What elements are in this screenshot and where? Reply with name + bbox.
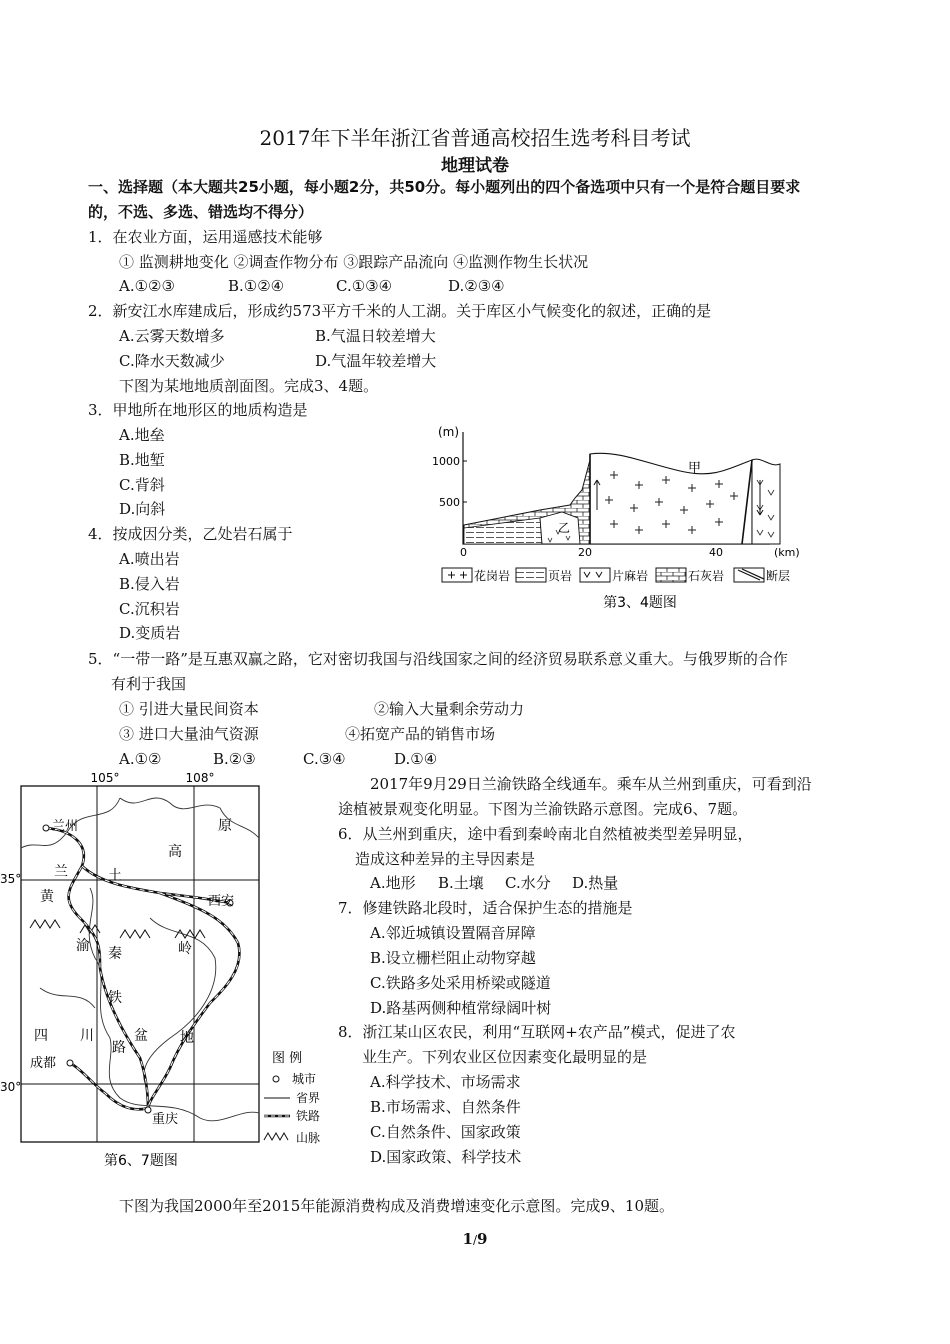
q8-option-c: C.自然条件、国家政策 [370, 1123, 521, 1141]
page-current: 1 [462, 1230, 473, 1248]
intro-q3-4: 下图为某地地质剖面图。完成3、4题。 [119, 377, 379, 395]
q4-option-b: B.侵入岩 [119, 575, 180, 593]
q1-items: ① 监测耕地变化 ②调查作物分布 ③跟踪产品流向 ④监测作物生长状况 [119, 253, 589, 271]
region-yuan: 原 [218, 818, 232, 834]
place-lanzhou: 兰州 [52, 819, 79, 834]
q5-item-2: ②输入大量剩余劳动力 [374, 700, 525, 718]
region-chuan: 川 [80, 1028, 94, 1044]
q3-option-d: D.向斜 [119, 500, 166, 518]
region-huang: 黄 [40, 889, 54, 905]
y-tick-500: 500 [439, 496, 460, 509]
lat-30: 30° [0, 1080, 22, 1094]
city-chongqing [145, 1107, 151, 1113]
q5-stem-cont: 有利于我国 [111, 675, 187, 693]
legend-shale: 页岩 [548, 569, 573, 583]
q5-option-c: C.③④ [303, 750, 346, 768]
legend-fault: 断层 [766, 569, 791, 583]
lanyu-railway-map [0, 768, 335, 1172]
q7-option-c: C.铁路多处采用桥梁或隧道 [370, 974, 551, 992]
legend-mountain: 山脉 [296, 1131, 321, 1145]
region-tu: 土 [108, 868, 122, 884]
q7-option-b: B.设立栅栏阻止动物穿越 [370, 949, 536, 967]
q6-option-c: C.水分 [505, 874, 551, 892]
x-tick-20: 20 [578, 546, 592, 559]
region-gao: 高 [168, 844, 182, 860]
page-number [0, 1230, 950, 1248]
region-yu: 渝 [76, 938, 90, 954]
legend-border: 省界 [296, 1091, 321, 1105]
geologic-section-figure [430, 420, 810, 615]
city-chengdu [67, 1060, 73, 1066]
section-heading: 一、选择题（本大题共25小题，每小题2分，共50分。每小题列出的四个备选项中只有一个是符合题目要求 [88, 178, 801, 196]
y-unit: (m) [438, 425, 460, 439]
q2-option-b: B.气温日较差增大 [315, 327, 436, 345]
map-legend [264, 1051, 320, 1145]
q2-option-c: C.降水天数减少 [119, 352, 225, 370]
lon-105: 105° [90, 771, 120, 785]
q2-option-d: D.气温年较差增大 [315, 352, 437, 370]
x-tick-40: 40 [709, 546, 723, 559]
lat-35: 35° [0, 872, 22, 886]
region-lu: 路 [112, 1040, 126, 1056]
q7-option-a: A.邻近城镇设置隔音屏障 [370, 924, 536, 942]
q7-stem: 7．修建铁路北段时，适合保护生态的措施是 [338, 899, 633, 917]
exam-subtitle: 地理试卷 [441, 156, 509, 176]
legend-gneiss: 片麻岩 [612, 569, 649, 583]
q4-option-d: D.变质岩 [119, 624, 181, 642]
q8-option-a: A.科学技术、市场需求 [370, 1073, 521, 1091]
region-ling: 岭 [178, 941, 192, 957]
region-tie: 铁 [108, 990, 122, 1006]
y-tick-1000: 1000 [432, 455, 460, 468]
intro-q6-7-cont: 途植被景观变化明显。下图为兰渝铁路示意图。完成6、7题。 [338, 800, 748, 818]
q3-option-c: C.背斜 [119, 476, 165, 494]
q5-item-1: ① 引进大量民间资本 [119, 700, 259, 718]
label-yi: 乙 [558, 521, 571, 535]
x-tick-0: 0 [460, 546, 467, 559]
q6-option-b: B.土壤 [438, 874, 484, 892]
region-di: 地 [180, 1030, 194, 1046]
legend-limestone: 石灰岩 [688, 569, 725, 583]
q4-option-a: A.喷出岩 [119, 550, 180, 568]
q6-stem-cont: 造成这种差异的主导因素是 [355, 850, 536, 868]
q3-option-a: A.地垒 [119, 426, 165, 444]
q1-stem: 1．在农业方面，运用遥感技术能够 [88, 228, 323, 246]
q5-option-a: A.①② [119, 750, 162, 768]
figure-legend [442, 568, 790, 583]
region-lan: 兰 [54, 864, 68, 880]
q7-option-d: D.路基两侧种植常绿阔叶树 [370, 999, 552, 1017]
q1-option-d: D.②③④ [448, 277, 505, 295]
section-heading-cont: 的，不选、多选、错选均不得分） [88, 203, 314, 221]
q3-option-b: B.地堑 [119, 451, 165, 469]
q2-stem: 2．新安江水库建成后，形成约573平方千米的人工湖。关于库区小气候变化的叙述，正确的是 [88, 302, 712, 320]
q5-item-3: ③ 进口大量油气资源 [119, 725, 259, 743]
region-si: 四 [34, 1028, 48, 1044]
q5-item-4: ④拓宽产品的销售市场 [345, 725, 496, 743]
exam-title: 2017年下半年浙江省普通高校招生选考科目考试 [259, 126, 691, 150]
q6-stem: 6．从兰州到重庆，途中看到秦岭南北自然植被类型差异明显， [338, 825, 753, 843]
region-qin: 秦 [108, 946, 122, 962]
q1-option-c: C.①③④ [336, 277, 393, 295]
q6-option-d: D.热量 [572, 874, 619, 892]
q4-option-c: C.沉积岩 [119, 600, 180, 618]
legend-granite: 花岗岩 [474, 569, 511, 583]
place-chengdu: 成都 [30, 1056, 57, 1071]
legend-city: 城市 [292, 1072, 317, 1086]
legend-railway: 铁路 [296, 1109, 321, 1123]
place-xian: 西安 [208, 894, 235, 909]
q8-option-b: B.市场需求、自然条件 [370, 1098, 521, 1116]
region-pen: 盆 [134, 1028, 148, 1044]
q5-option-d: D.①④ [394, 750, 438, 768]
q8-option-d: D.国家政策、科学技术 [370, 1148, 522, 1166]
q1-option-a: A.①②③ [119, 277, 175, 295]
intro-q9-10: 下图为我国2000年至2015年能源消费构成及消费增速变化示意图。完成9、10题。 [119, 1197, 674, 1215]
place-chongqing: 重庆 [152, 1112, 179, 1127]
q2-option-a: A.云雾天数增多 [119, 327, 225, 345]
q3-stem: 3．甲地所在地形区的地质构造是 [88, 401, 308, 419]
q4-stem: 4．按成因分类，乙处岩石属于 [88, 525, 293, 543]
intro-q6-7: 2017年9月29日兰渝铁路全线通车。乘车从兰州到重庆，可看到沿 [370, 775, 812, 793]
q8-stem-cont: 业生产。下列农业区位因素变化最明显的是 [362, 1048, 648, 1066]
q8-stem: 8．浙江某山区农民，利用“互联网+农产品”模式，促进了农 [338, 1023, 736, 1041]
q1-option-b: B.①②④ [228, 277, 285, 295]
legend-title: 图 例 [272, 1051, 303, 1066]
map-frame [21, 786, 259, 1142]
page-total: 9 [477, 1230, 488, 1248]
lon-108: 108° [185, 771, 215, 785]
q5-stem: 5．“一带一路”是互惠双赢之路，它对密切我国与沿线国家之间的经济贸易联系意义重大。与俄罗斯的合作 [88, 650, 788, 668]
x-unit: (km) [774, 546, 800, 559]
page-separator: / [472, 1233, 478, 1247]
q6-option-a: A.地形 [370, 874, 416, 892]
q5-option-b: B.②③ [213, 750, 256, 768]
fig34-caption: 第3、4题图 [603, 595, 677, 611]
map-caption: 第6、7题图 [104, 1153, 178, 1169]
label-jia: 甲 [688, 461, 702, 476]
city-lanzhou [43, 825, 49, 831]
